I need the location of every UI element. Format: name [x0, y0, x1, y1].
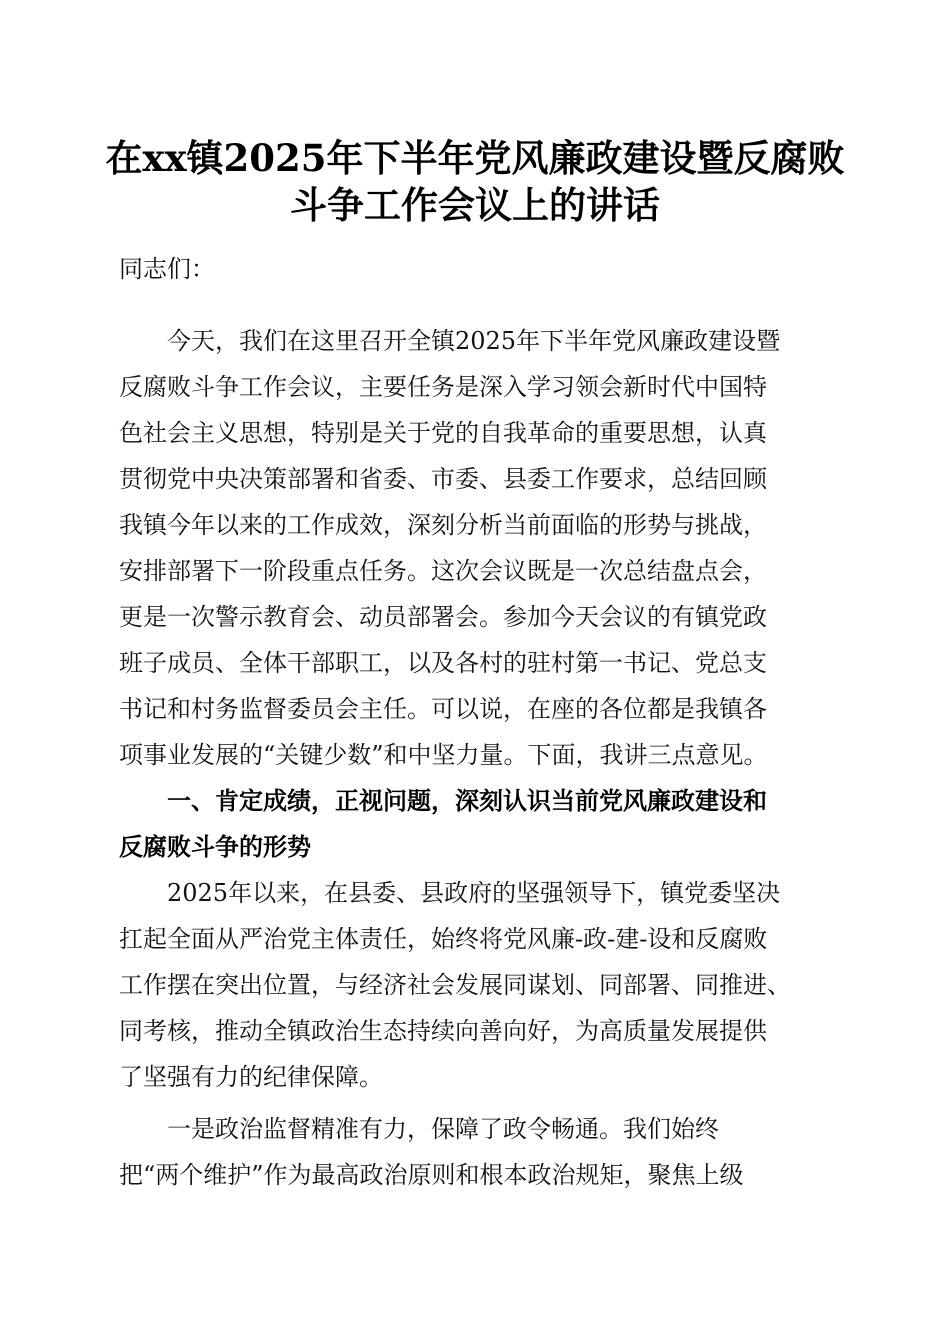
- paragraph-line: 贯彻党中央决策部署和省委、市委、县委工作要求，总结回顾: [119, 465, 767, 493]
- paragraph-line: 扛起全面从严治党主体责任，始终将党风廉-政-建-设和反腐败: [119, 925, 768, 953]
- paragraph-line: 项事业发展的“关键少数”和中坚力量。下面，我讲三点意见。: [119, 741, 768, 769]
- paragraph-line: 一是政治监督精准有力，保障了政令畅通。我们始终: [119, 1115, 719, 1143]
- document-title-line-1: 在xx镇2025年下半年党风廉政建设暨反腐败: [105, 136, 845, 180]
- paragraph-line: 2025年以来，在县委、县政府的坚强领导下，镇党委坚决: [119, 879, 781, 907]
- section-heading-1-line-1: 一、肯定成绩，正视问题，深刻认识当前党风廉政建设和: [119, 787, 767, 815]
- paragraph-line: 今天，我们在这里召开全镇2025年下半年党风廉政建设暨: [119, 327, 781, 355]
- section-heading-1-line-2: 反腐败斗争的形势: [119, 833, 311, 861]
- paragraph-line: 安排部署下一阶段重点任务。这次会议既是一次总结盘点会，: [119, 557, 767, 585]
- document-title-line-2: 斗争工作会议上的讲话: [290, 183, 660, 227]
- paragraph-line: 反腐败斗争工作会议，主要任务是深入学习领会新时代中国特: [119, 373, 767, 401]
- paragraph-line: 书记和村务监督委员会主任。可以说，在座的各位都是我镇各: [119, 695, 767, 723]
- paragraph-line: 同考核，推动全镇政治生态持续向善向好，为高质量发展提供: [119, 1017, 767, 1045]
- paragraph-line: 把“两个维护”作为最高政治原则和根本政治规矩，聚焦上级: [119, 1161, 744, 1189]
- paragraph-line: 色社会主义思想，特别是关于党的自我革命的重要思想，认真: [119, 419, 767, 447]
- salutation: 同志们：: [119, 255, 215, 283]
- paragraph-line: 班子成员、全体干部职工，以及各村的驻村第一书记、党总支: [119, 649, 767, 677]
- paragraph-line: 我镇今年以来的工作成效，深刻分析当前面临的形势与挑战，: [119, 511, 767, 539]
- paragraph-line: 了坚强有力的纪律保障。: [119, 1063, 383, 1091]
- paragraph-line: 工作摆在突出位置，与经济社会发展同谋划、同部署、同推进、: [119, 971, 791, 999]
- paragraph-line: 更是一次警示教育会、动员部署会。参加今天会议的有镇党政: [119, 603, 767, 631]
